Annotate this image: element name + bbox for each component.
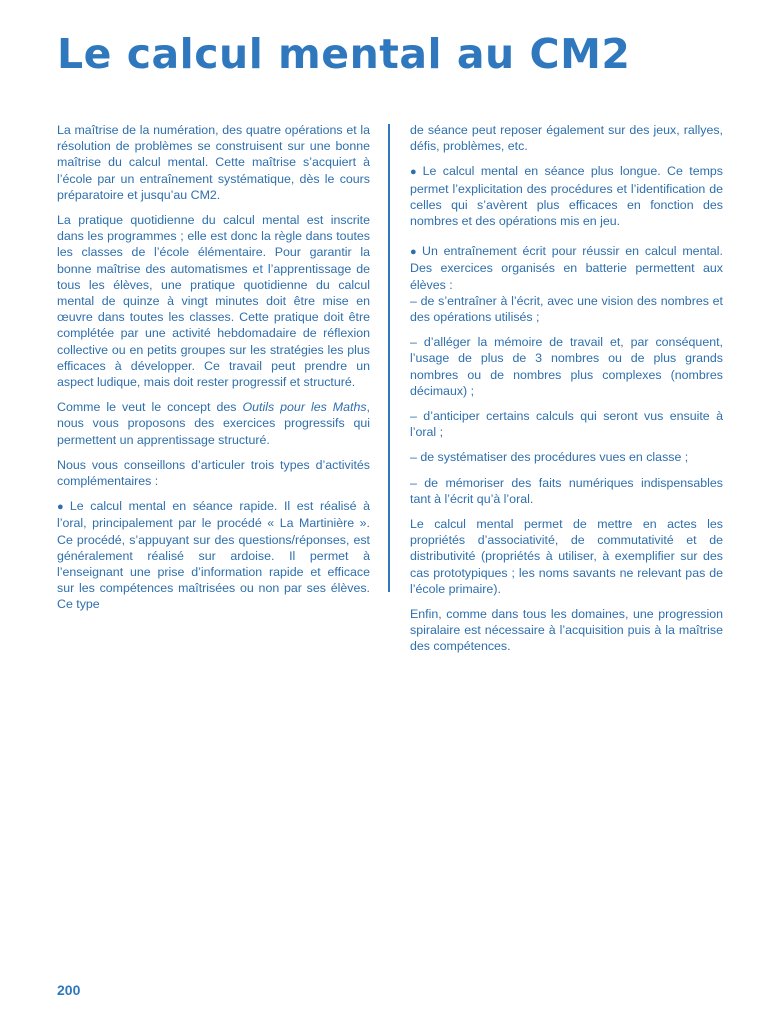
- intro-paragraph: La maîtrise de la numération, des quatre opérations et la résolution de problèmes se construisent sur une bonne maîtrise du calcul mental. Cette maîtrise s’acquiert à l’école par un entraînement systématique, dès le cours préparatoire et jusqu’au CM2.: [57, 123, 370, 202]
- right-column: [410, 122, 723, 664]
- book-title: Outils pour les Maths: [242, 400, 367, 415]
- dash-item: – de systématiser des procédures vues en classe ;: [410, 450, 689, 465]
- conclusion-paragraph: Enfin, comme dans tous les domaines, une progression spiralaire est nécessaire à l’acquisition puis à la maîtrise des compétences.: [410, 607, 723, 654]
- bullet-text: Le calcul mental en séance rapide. Il est réalisé à l’oral, principalement par le procédé « La Martinière ». Ce procédé, s’appuyant sur des questions/réponses, est généralement réalisé sur ardoise. Il permet à l’enseignant une prise d’information rapide et efficace sur les compétences maîtrisées ou non par ses élèves. Ce type: [57, 499, 370, 612]
- concept-text-start: Comme le veut le concept des: [57, 400, 243, 415]
- continuation-paragraph: de séance peut reposer également sur des jeux, rallyes, défis, problèmes, etc.: [410, 123, 723, 154]
- concept-text-end: , nous vous proposons des exercices progressifs qui permettent un apprentissage structuré.: [57, 400, 370, 447]
- bullet-icon: ●: [410, 166, 420, 179]
- page-number: 200: [57, 982, 81, 998]
- daily-practice-paragraph: La pratique quotidienne du calcul mental est inscrite dans les programmes ; elle est donc la règle dans toutes les classes de l’école élémentaire. Pour garantir la bonne maîtrise des automatismes et l’apprentissage de tous les élèves, une pratique quotidienne du calcul mental de quinze à vingt minutes doit être mise en œuvre dans toutes les classes. Cette pratique doit être complétée par une activité hebdomadaire de réflexion collective ou en petits groupes sur les stratégies les plus efficaces à développer. Ce travail peut prendre un aspect ludique, mais doit rester progressif et structuré.: [57, 213, 370, 390]
- bullet-item-long-session: [410, 163, 723, 229]
- bullet-icon: ●: [57, 501, 67, 514]
- page-title: Le calcul mental au CM2: [57, 30, 631, 78]
- bullet-text: Le calcul mental en séance plus longue. Ce temps permet l’explicitation des procédures et l’identification de celles qui s’avèrent plus efficaces en fonction des nombres et des opérations mis en jeu.: [410, 164, 723, 229]
- bullet-item-written-training: [410, 243, 723, 293]
- bullet-item-quick-session: [57, 498, 370, 612]
- activities-intro: Nous vous conseillons d’articuler trois types d’activités complémentaires :: [57, 457, 370, 489]
- column-divider: [388, 124, 390, 592]
- bullet-text: Un entraînement écrit pour réussir en calcul mental. Des exercices organisés en batterie permettent aux élèves :: [410, 244, 723, 292]
- properties-paragraph: Le calcul mental permet de mettre en actes les propriétés d’associativité, de commutativité et de distributivité (propriétés à utiliser, à exemplifier sur des cas prototypiques ; les noms savants ne relevant pas de l’école primaire).: [410, 517, 723, 596]
- left-column: [57, 122, 370, 622]
- dash-item: – de mémoriser des faits numériques indispensables tant à l’écrit qu’à l’oral.: [410, 475, 723, 506]
- dash-item: – d’anticiper certains calculs qui seront vus ensuite à l’oral ;: [410, 409, 723, 440]
- bullet-icon: ●: [410, 246, 420, 259]
- dash-item: – de s’entraîner à l’écrit, avec une vision des nombres et des opérations utilisés ;: [410, 293, 723, 325]
- concept-paragraph: [57, 399, 370, 448]
- dash-item: – d’alléger la mémoire de travail et, par conséquent, l’usage de plus de 3 nombres ou de plus grands nombres ou de nombres plus complexes (nombres décimaux) ;: [410, 335, 723, 398]
